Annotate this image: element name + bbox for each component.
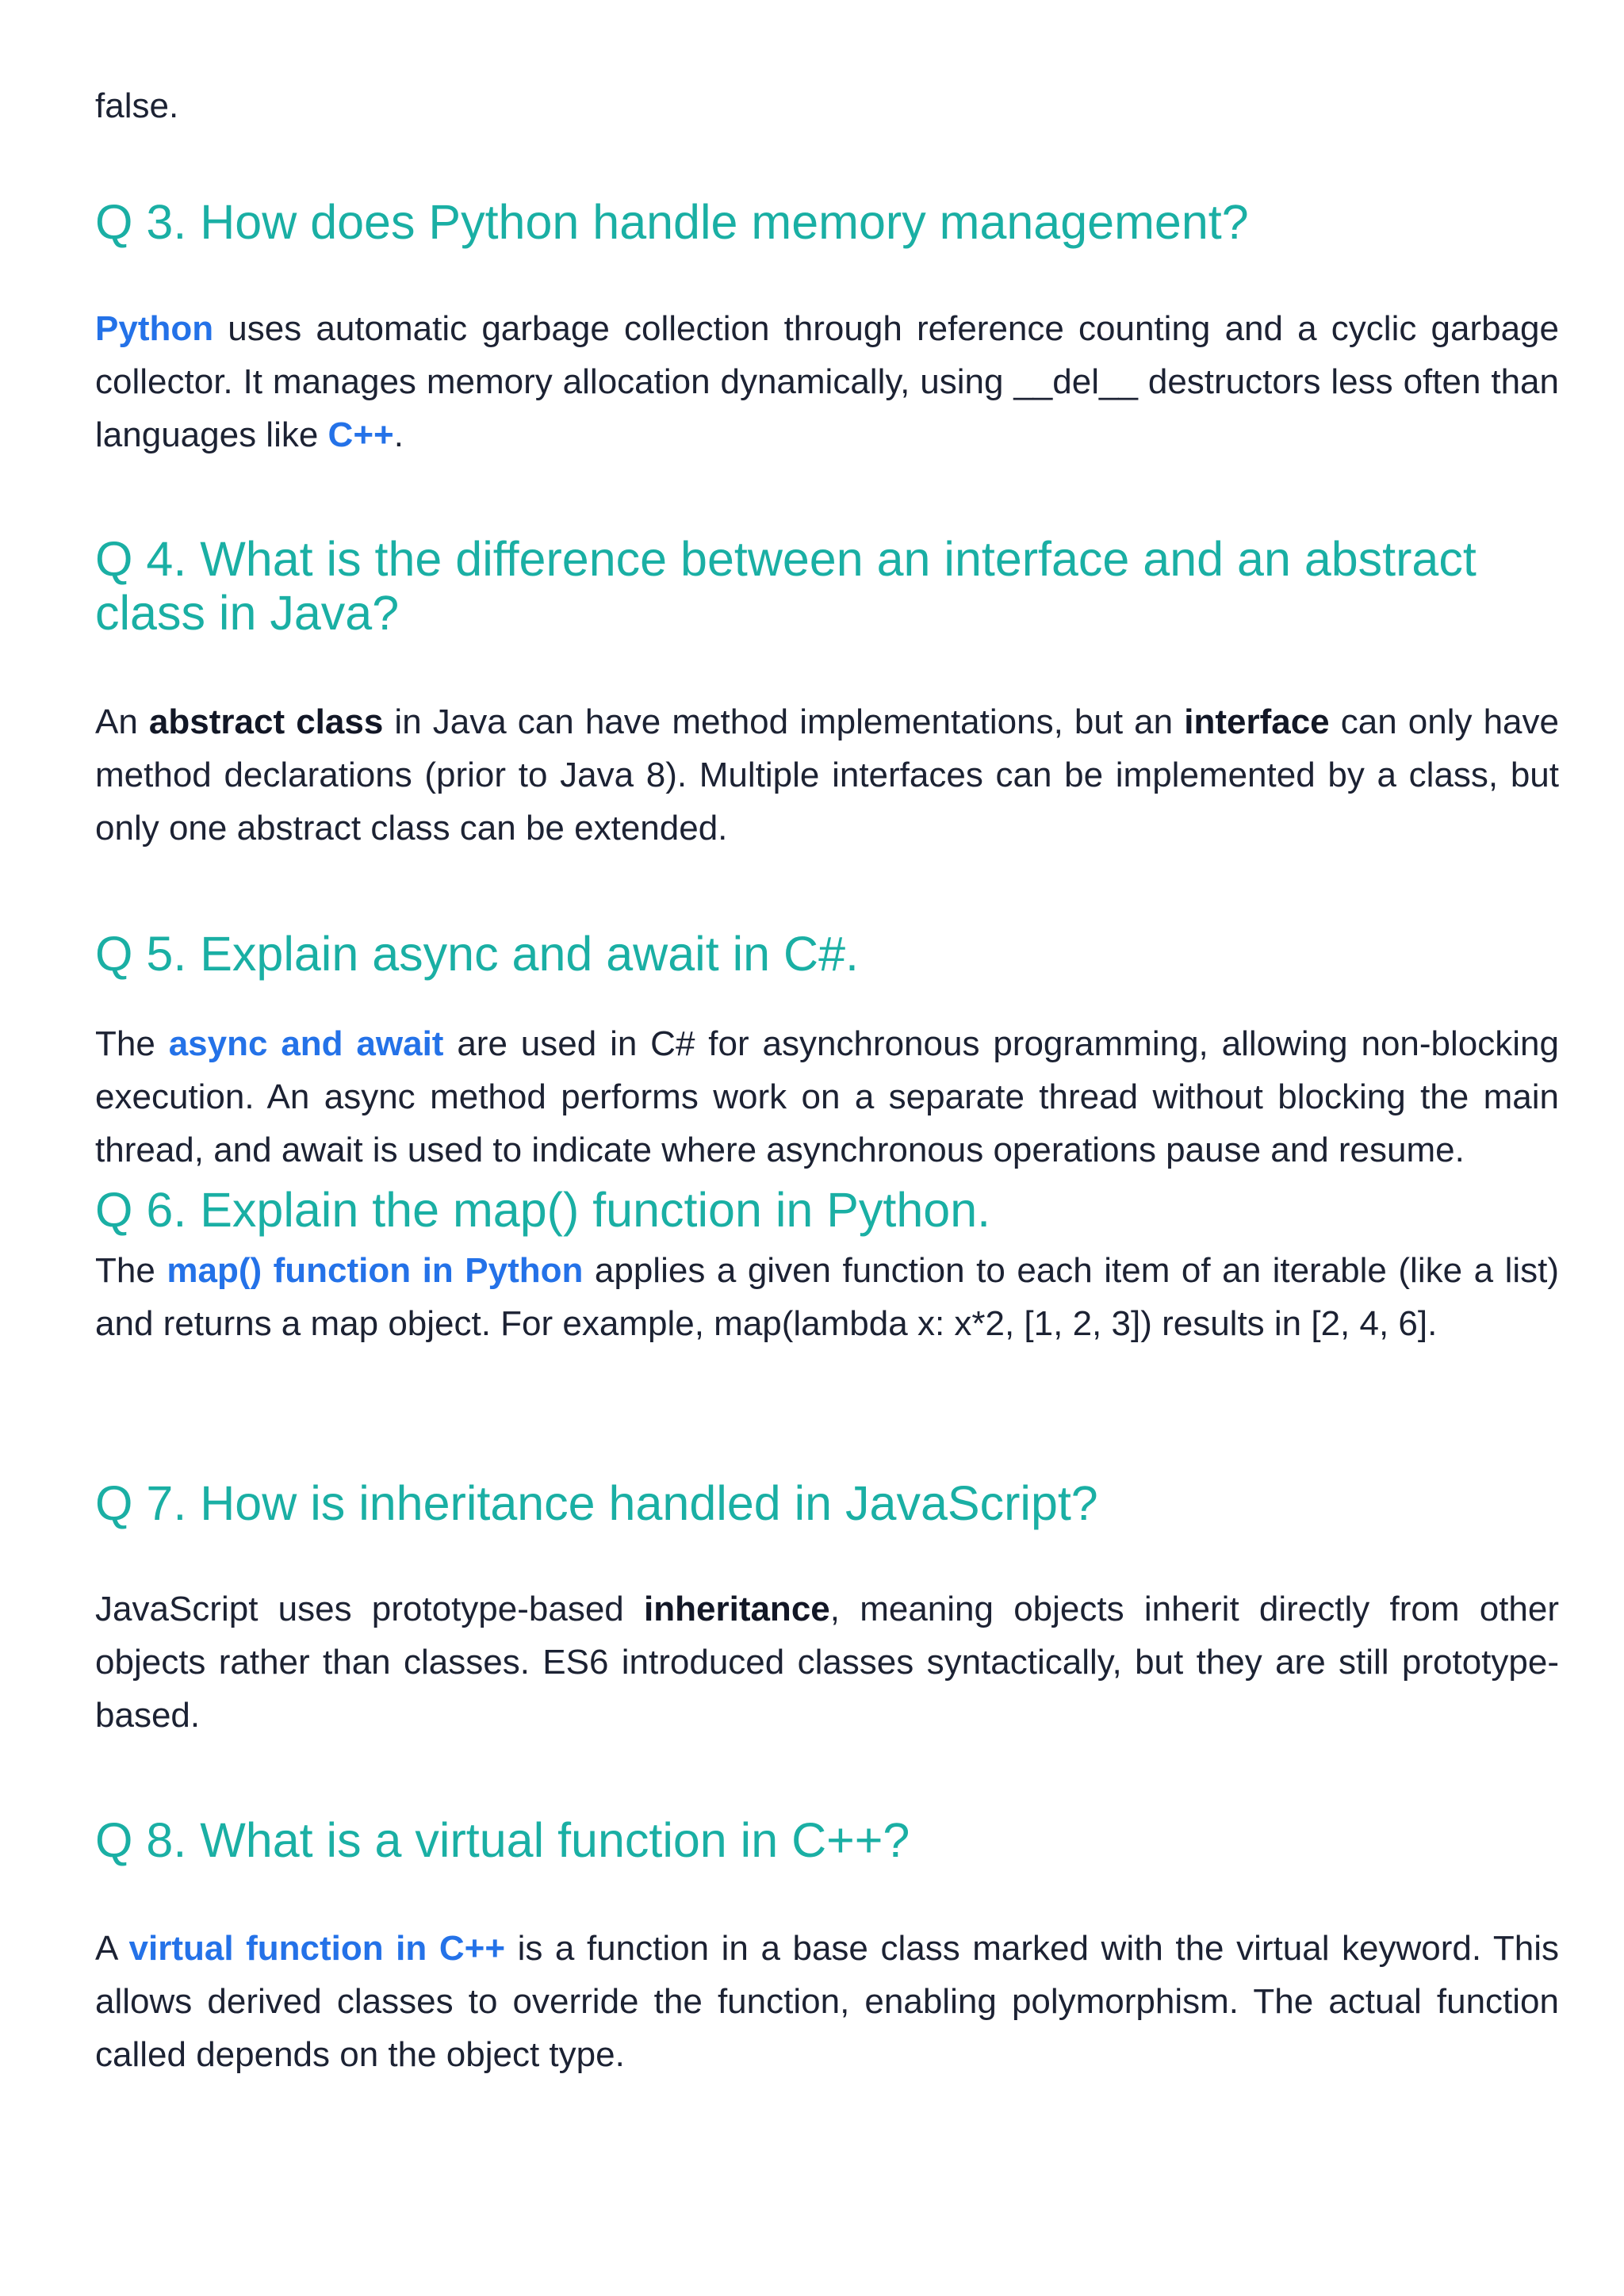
question-4-heading-block — [95, 532, 1559, 640]
question-8-answer — [95, 1922, 1559, 2081]
interface-term: interface — [1184, 702, 1330, 741]
question-3-answer — [95, 302, 1559, 461]
answer-text: The — [95, 1251, 167, 1290]
answer-text: are used in C# for asynchronous programming, allowing non-blocking execution. An async method performs work on a separate thread without blocking the main thread, and await is used to indicate where asynchronous operations pause and resume. — [95, 1024, 1559, 1169]
answer-text: JavaScript uses prototype-based — [95, 1590, 645, 1628]
question-7-heading: Q 7. How is inheritance handled in JavaScript? — [95, 1476, 1098, 1530]
question-6-heading: Q 6. Explain the map() function in Python. — [95, 1183, 991, 1237]
question-4-answer-block — [95, 695, 1559, 855]
answer-text: can only have method declarations (prior to Java 8). Multiple interfaces can be implemented by a class, but only one abstract class can be extended. — [95, 702, 1560, 848]
question-4-heading: Q 4. What is the difference between an interface and an abstract class in Java? — [95, 532, 1477, 640]
cpp-link[interactable]: C++ — [327, 415, 394, 454]
answer-text: is a function in a base class marked with the virtual keyword. This allows derived classes to override the function, enabling polymorphism. The actual function called depends on the object type. — [95, 1929, 1559, 2074]
answer-text: uses automatic garbage collection through reference counting and a cyclic garbage collector. It manages memory allocation dynamically, using __del__ destructors less often than languages like — [95, 309, 1559, 454]
python-link[interactable]: Python — [95, 309, 214, 348]
answer-text: applies a given function to each item of an iterable (like a list) and returns a map object. For example, map(lambda x: x*2, [1, 2, 3]) results in [2, 4, 6]. — [95, 1251, 1559, 1343]
question-7-answer-block — [95, 1582, 1559, 1742]
question-7-answer — [95, 1582, 1559, 1742]
question-3-heading: Q 3. How does Python handle memory management? — [95, 195, 1249, 249]
question-3-heading-block — [95, 195, 1559, 249]
question-8-answer-block — [95, 1922, 1559, 2081]
question-5-heading: Q 5. Explain async and await in C#. — [95, 927, 859, 981]
question-6-answer-block — [95, 1244, 1559, 1350]
fragment-text: false. — [95, 86, 179, 125]
question-8-heading-block — [95, 1813, 1559, 1867]
virtual-function-link[interactable]: virtual function in C++ — [128, 1929, 506, 1968]
question-5-heading-block — [95, 927, 1559, 981]
question-8-heading: Q 8. What is a virtual function in C++? — [95, 1813, 910, 1867]
question-5-answer-block — [95, 1017, 1559, 1177]
answer-text: The — [95, 1024, 169, 1063]
map-function-link[interactable]: map() function in Python — [167, 1251, 584, 1290]
abstract-class-term: abstract class — [148, 702, 384, 741]
answer-text: An — [95, 702, 149, 741]
previous-answer-fragment — [95, 79, 1559, 132]
answer-text: , meaning objects inherit directly from other objects rather than classes. ES6 introduced classes syntactically, but they are still prototype-based. — [95, 1590, 1559, 1735]
question-3-answer-block — [95, 302, 1559, 461]
inheritance-term: inheritance — [644, 1590, 830, 1628]
question-6-heading-block — [95, 1183, 1559, 1237]
question-5-answer — [95, 1017, 1559, 1177]
answer-text: A — [95, 1929, 129, 1968]
question-6-answer — [95, 1244, 1559, 1350]
question-7-heading-block — [95, 1476, 1559, 1530]
async-await-link[interactable]: async and await — [168, 1024, 444, 1063]
answer-text: . — [393, 415, 404, 454]
answer-text: in Java can have method implementations, but an — [383, 702, 1185, 741]
question-4-answer — [95, 695, 1559, 855]
